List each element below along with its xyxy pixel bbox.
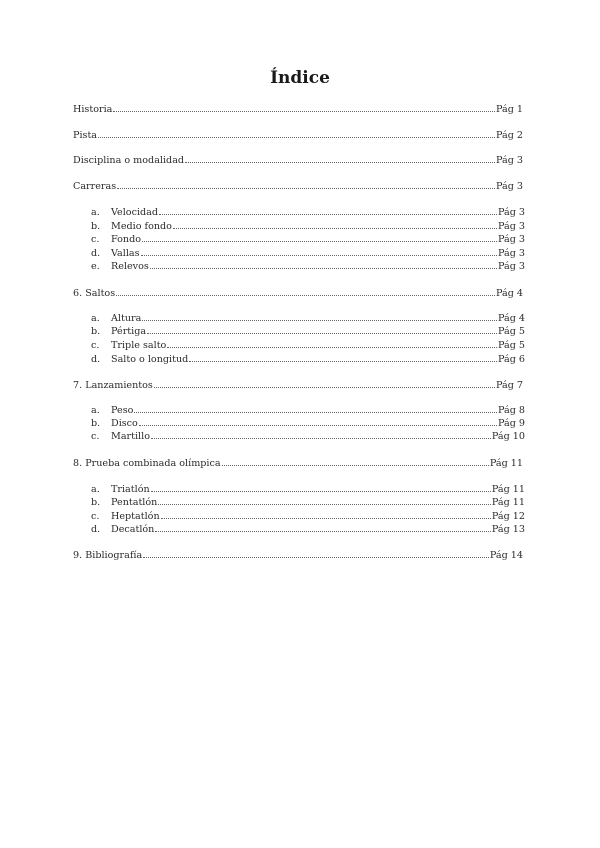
toc-entry-marker: b. xyxy=(91,326,101,337)
toc-entry xyxy=(91,405,525,417)
dot-leader xyxy=(142,320,497,321)
toc-entry xyxy=(73,104,523,116)
toc-entry-page: Pág 8 xyxy=(497,405,525,416)
dot-leader xyxy=(117,188,495,189)
toc-entry-label: Martillo xyxy=(111,431,150,442)
toc-entry xyxy=(91,313,525,325)
toc-entry-label: Salto o longitud xyxy=(111,354,189,365)
toc-entry-marker: a. xyxy=(91,207,100,218)
toc-entry-page: Pág 9 xyxy=(497,418,525,429)
dot-leader xyxy=(189,361,497,362)
toc-entry-marker: a. xyxy=(91,484,100,495)
toc-entry-label: Disciplina o modalidad xyxy=(73,155,185,166)
toc-entry xyxy=(73,288,523,300)
toc-entry xyxy=(73,458,523,470)
toc-entry-marker: c. xyxy=(91,234,100,245)
dot-leader xyxy=(222,465,489,466)
toc-entry-marker: b. xyxy=(91,221,101,232)
dot-leader xyxy=(98,137,495,138)
toc-entry-label: Pértiga xyxy=(111,326,147,337)
toc-entry-page: Pág 1 xyxy=(495,104,523,115)
toc-entry-page: Pág 3 xyxy=(497,248,525,259)
dot-leader xyxy=(154,387,495,388)
toc-entry-label: 7. Lanzamientos xyxy=(73,380,153,391)
dot-leader xyxy=(151,438,491,439)
toc-entry-marker: b. xyxy=(91,497,101,508)
toc-entry-label: 8. Prueba combinada olímpica xyxy=(73,458,221,469)
toc-entry xyxy=(73,155,523,167)
toc-entry xyxy=(91,207,525,219)
dot-leader xyxy=(185,162,495,163)
toc-entry-page: Pág 3 xyxy=(495,155,523,166)
dot-leader xyxy=(158,504,491,505)
toc-entry xyxy=(91,248,525,260)
toc-entry-label: Triatlón xyxy=(111,484,150,495)
toc-entry-marker: d. xyxy=(91,248,101,259)
toc-entry-label: Velocidad xyxy=(111,207,159,218)
toc-entry-marker: d. xyxy=(91,524,101,535)
toc-entry xyxy=(91,497,525,509)
toc-entry-page: Pág 11 xyxy=(489,458,523,469)
toc-entry-page: Pág 11 xyxy=(491,497,525,508)
toc-entry-label: 9. Bibliografía xyxy=(73,550,143,561)
toc-entry-page: Pág 13 xyxy=(491,524,525,535)
toc-entry-marker: e. xyxy=(91,261,100,272)
toc-entry-marker: b. xyxy=(91,418,101,429)
dot-leader xyxy=(139,425,497,426)
toc-entry xyxy=(91,326,525,338)
page-title: Índice xyxy=(270,68,330,88)
toc-entry xyxy=(91,418,525,430)
toc-entry-page: Pág 5 xyxy=(497,340,525,351)
toc-entry-page: Pág 6 xyxy=(497,354,525,365)
toc-entry-label: Pentatlón xyxy=(111,497,158,508)
dot-leader xyxy=(151,491,491,492)
toc-entry xyxy=(91,261,525,273)
toc-entry-label: Historia xyxy=(73,104,113,115)
toc-entry-marker: a. xyxy=(91,313,100,324)
toc-entry-marker: c. xyxy=(91,431,100,442)
toc-entry xyxy=(91,431,525,443)
dot-leader xyxy=(143,557,489,558)
toc-entry-page: Pág 3 xyxy=(495,181,523,192)
toc-entry-page: Pág 2 xyxy=(495,130,523,141)
dot-leader xyxy=(159,214,497,215)
toc-entry-label: Pista xyxy=(73,130,98,141)
toc-entry-page: Pág 7 xyxy=(495,380,523,391)
toc-entry-marker: c. xyxy=(91,511,100,522)
dot-leader xyxy=(155,531,491,532)
dot-leader xyxy=(116,295,495,296)
toc-entry-label: Disco xyxy=(111,418,138,429)
toc-entry-page: Pág 4 xyxy=(497,313,525,324)
toc-entry-page: Pág 3 xyxy=(497,261,525,272)
toc-entry-page: Pág 11 xyxy=(491,484,525,495)
toc-entry-marker: d. xyxy=(91,354,101,365)
toc-entry-marker: c. xyxy=(91,340,100,351)
toc-entry xyxy=(73,550,523,562)
dot-leader xyxy=(141,255,497,256)
dot-leader xyxy=(173,228,497,229)
dot-leader xyxy=(167,347,497,348)
toc-entry-label: Carreras xyxy=(73,181,117,192)
toc-entry-label: Medio fondo xyxy=(111,221,172,232)
toc-entry-label: 6. Saltos xyxy=(73,288,116,299)
toc-entry-marker: a. xyxy=(91,405,100,416)
toc-entry xyxy=(91,354,525,366)
toc-entry-label: Decatlón xyxy=(111,524,155,535)
dot-leader xyxy=(134,412,497,413)
dot-leader xyxy=(161,518,491,519)
dot-leader xyxy=(150,268,497,269)
toc-entry xyxy=(73,130,523,142)
toc-entry-page: Pág 3 xyxy=(497,234,525,245)
toc-entry-page: Pág 14 xyxy=(489,550,523,561)
toc-entry xyxy=(91,524,525,536)
toc-entry xyxy=(91,221,525,233)
toc-entry-label: Triple salto xyxy=(111,340,167,351)
toc-entry-page: Pág 5 xyxy=(497,326,525,337)
toc-entry-label: Relevos xyxy=(111,261,149,272)
dot-leader xyxy=(147,333,497,334)
toc-entry-page: Pág 3 xyxy=(497,207,525,218)
toc-entry-label: Peso xyxy=(111,405,134,416)
toc-entry-label: Altura xyxy=(111,313,142,324)
toc-entry-page: Pág 10 xyxy=(491,431,525,442)
dot-leader xyxy=(113,111,495,112)
dot-leader xyxy=(142,241,497,242)
toc-entry-label: Vallas xyxy=(111,248,140,259)
toc-entry xyxy=(91,340,525,352)
toc-entry-label: Fondo xyxy=(111,234,142,245)
toc-entry xyxy=(73,380,523,392)
toc-entry xyxy=(91,511,525,523)
toc-entry-page: Pág 3 xyxy=(497,221,525,232)
toc-entry-page: Pág 12 xyxy=(491,511,525,522)
toc-entry-page: Pág 4 xyxy=(495,288,523,299)
toc-entry xyxy=(91,234,525,246)
toc-entry xyxy=(91,484,525,496)
toc-entry-label: Heptatlón xyxy=(111,511,160,522)
toc-entry xyxy=(73,181,523,193)
